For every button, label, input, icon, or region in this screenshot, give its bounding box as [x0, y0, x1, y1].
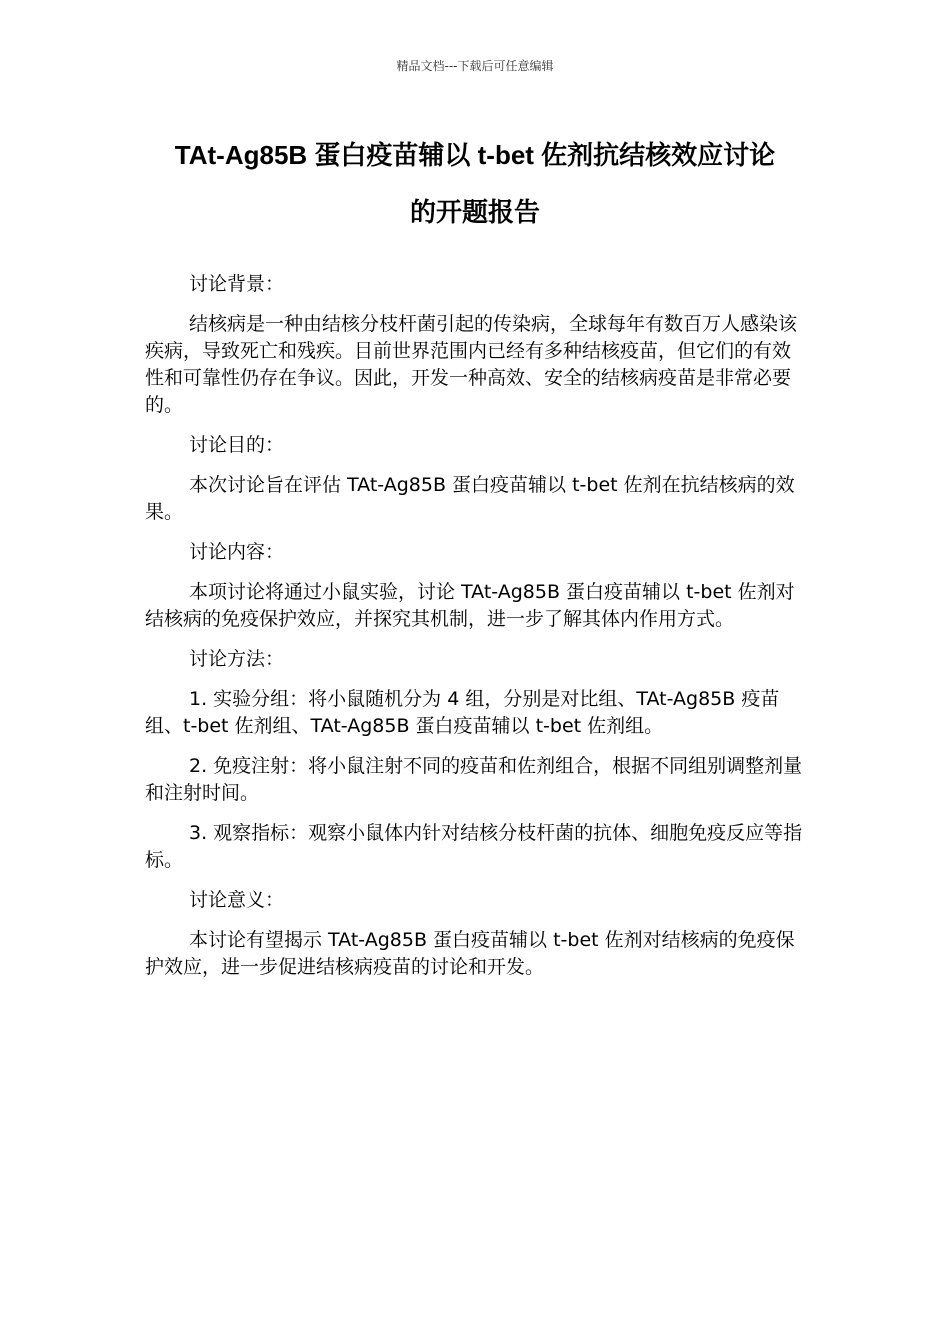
- document-body: [145, 271, 803, 994]
- background-heading: 讨论背景：: [189, 273, 285, 295]
- document-title: [145, 133, 805, 234]
- significance-heading: 讨论意义：: [189, 889, 285, 911]
- purpose-heading: 讨论目的：: [189, 434, 285, 456]
- method-item-1: 1. 实验分组：将小鼠随机分为 4 组，分别是对比组、TAt-Ag85B 疫苗组、t-bet 佐剂组、TAt-Ag85B 蛋白疫苗辅以 t-bet 佐剂组。: [145, 688, 780, 737]
- method-heading: 讨论方法：: [189, 648, 285, 670]
- content-heading: 讨论内容：: [189, 541, 285, 563]
- content-text: 本项讨论将通过小鼠实验，讨论 TAt-Ag85B 蛋白疫苗辅以 t-bet 佐剂对结核病的免疫保护效应，并探究其机制，进一步了解其体内作用方式。: [145, 581, 795, 630]
- method-item-2: 2. 免疫注射：将小鼠注射不同的疫苗和佐剂组合，根据不同组别调整剂量和注射时间。: [145, 755, 803, 804]
- purpose-text: 本次讨论旨在评估 TAt-Ag85B 蛋白疫苗辅以 t-bet 佐剂在抗结核病的效果。: [145, 474, 795, 523]
- background-text: 结核病是一种由结核分枝杆菌引起的传染病，全球每年有数百万人感染该疾病，导致死亡和残疾。目前世界范围内已经有多种结核疫苗，但它们的有效性和可靠性仍存在争议。因此，开发一种高效、安全的结核病疫苗是非常必要的。: [145, 313, 798, 416]
- title-line-1: TAt-Ag85B 蛋白疫苗辅以 t-bet 佐剂抗结核效应讨论: [174, 140, 776, 170]
- header-note: 精品文档---下载后可任意编辑: [396, 59, 554, 73]
- method-item-3: 3. 观察指标：观察小鼠体内针对结核分枝杆菌的抗体、细胞免疫反应等指标。: [145, 822, 803, 871]
- title-line-2: 的开题报告: [409, 197, 540, 227]
- significance-text: 本讨论有望揭示 TAt-Ag85B 蛋白疫苗辅以 t-bet 佐剂对结核病的免疫保护效应，进一步促进结核病疫苗的讨论和开发。: [145, 929, 795, 978]
